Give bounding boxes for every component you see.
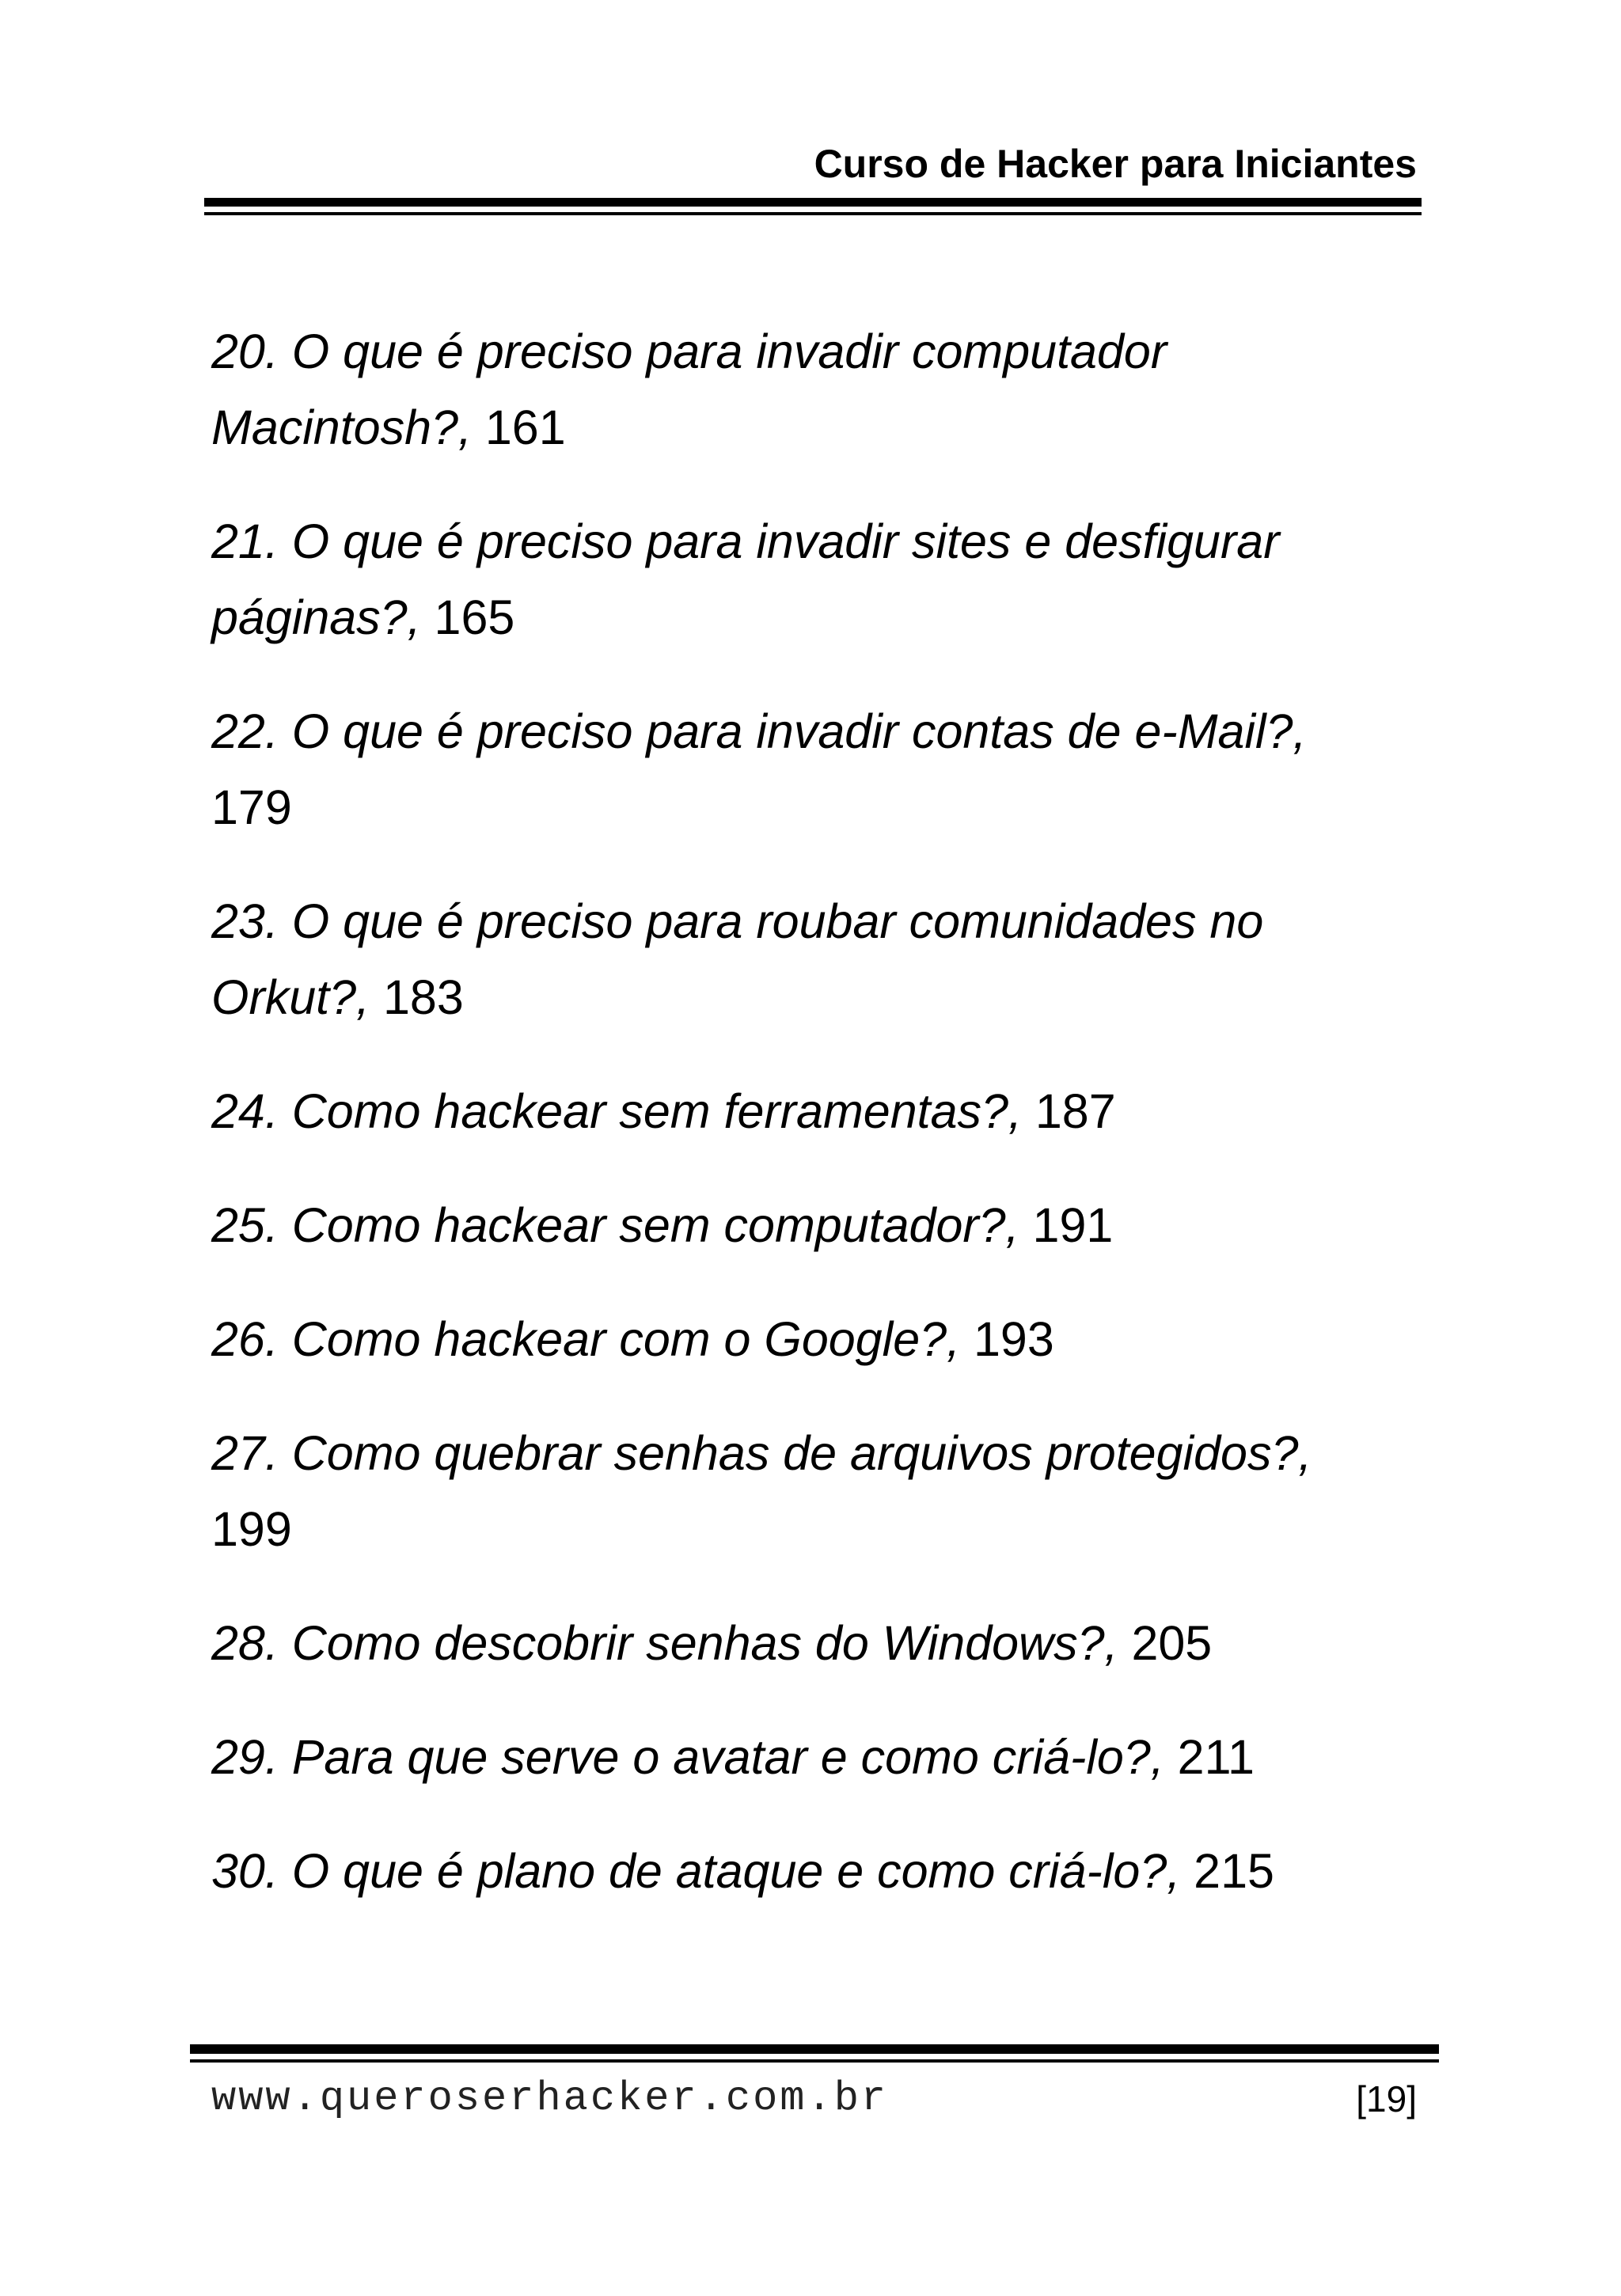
toc-entry-title: 25. Como hackear sem computador?, <box>211 1198 1019 1252</box>
header-rule-thin <box>204 212 1422 215</box>
header-rule-thick <box>204 198 1422 207</box>
toc-entry-page: 187 <box>1034 1084 1116 1138</box>
toc-entry-title: 28. Como descobrir senhas do Windows?, <box>211 1616 1118 1670</box>
toc-entry <box>211 313 1391 465</box>
toc-entry-page: 191 <box>1032 1198 1114 1252</box>
toc-entry-title: 24. Como hackear sem ferramentas?, <box>211 1084 1022 1138</box>
toc-entry-title: 29. Para que serve o avatar e como criá-lo?, <box>211 1730 1164 1784</box>
toc-entry-page: 165 <box>434 590 515 644</box>
footer-rule-thick <box>190 2044 1439 2054</box>
toc-entry <box>211 1187 1391 1263</box>
toc-entry-page: 179 <box>211 780 292 834</box>
toc-entry-page: 183 <box>382 970 464 1024</box>
toc-entry <box>211 1073 1391 1149</box>
running-header-title: Curso de Hacker para Iniciantes <box>814 142 1417 186</box>
toc-entry-title: 20. O que é preciso para invadir computador Macintosh?, <box>211 324 1167 454</box>
toc-entry-title: 23. O que é preciso para roubar comunidades no Orkut?, <box>211 894 1264 1024</box>
table-of-contents <box>211 313 1391 1947</box>
toc-entry-title: 30. O que é plano de ataque e como criá-lo?, <box>211 1844 1181 1898</box>
toc-entry <box>211 503 1391 655</box>
toc-entry-title: 22. O que é preciso para invadir contas de e-Mail?, <box>211 704 1307 758</box>
toc-entry-page: 199 <box>211 1502 292 1556</box>
toc-entry <box>211 1833 1391 1909</box>
toc-entry <box>211 693 1391 845</box>
toc-entry-page: 215 <box>1194 1844 1274 1898</box>
toc-entry-page: 205 <box>1131 1616 1213 1670</box>
toc-entry <box>211 1415 1391 1567</box>
toc-entry <box>211 1301 1391 1377</box>
toc-entry <box>211 1605 1391 1681</box>
footer-url: www.queroserhacker.com.br <box>211 2075 889 2122</box>
toc-entry-page: 161 <box>484 400 566 454</box>
footer-rule-thin <box>190 2059 1439 2063</box>
toc-entry <box>211 1719 1391 1795</box>
toc-entry <box>211 883 1391 1035</box>
toc-entry-title: 21. O que é preciso para invadir sites e desfigurar páginas?, <box>211 514 1280 644</box>
toc-entry-title: 27. Como quebrar senhas de arquivos protegidos?, <box>211 1426 1312 1480</box>
toc-entry-page: 193 <box>973 1312 1054 1366</box>
toc-entry-title: 26. Como hackear com o Google?, <box>211 1312 961 1366</box>
toc-entry-page: 211 <box>1177 1730 1255 1784</box>
page-number: [19] <box>1356 2078 1417 2120</box>
